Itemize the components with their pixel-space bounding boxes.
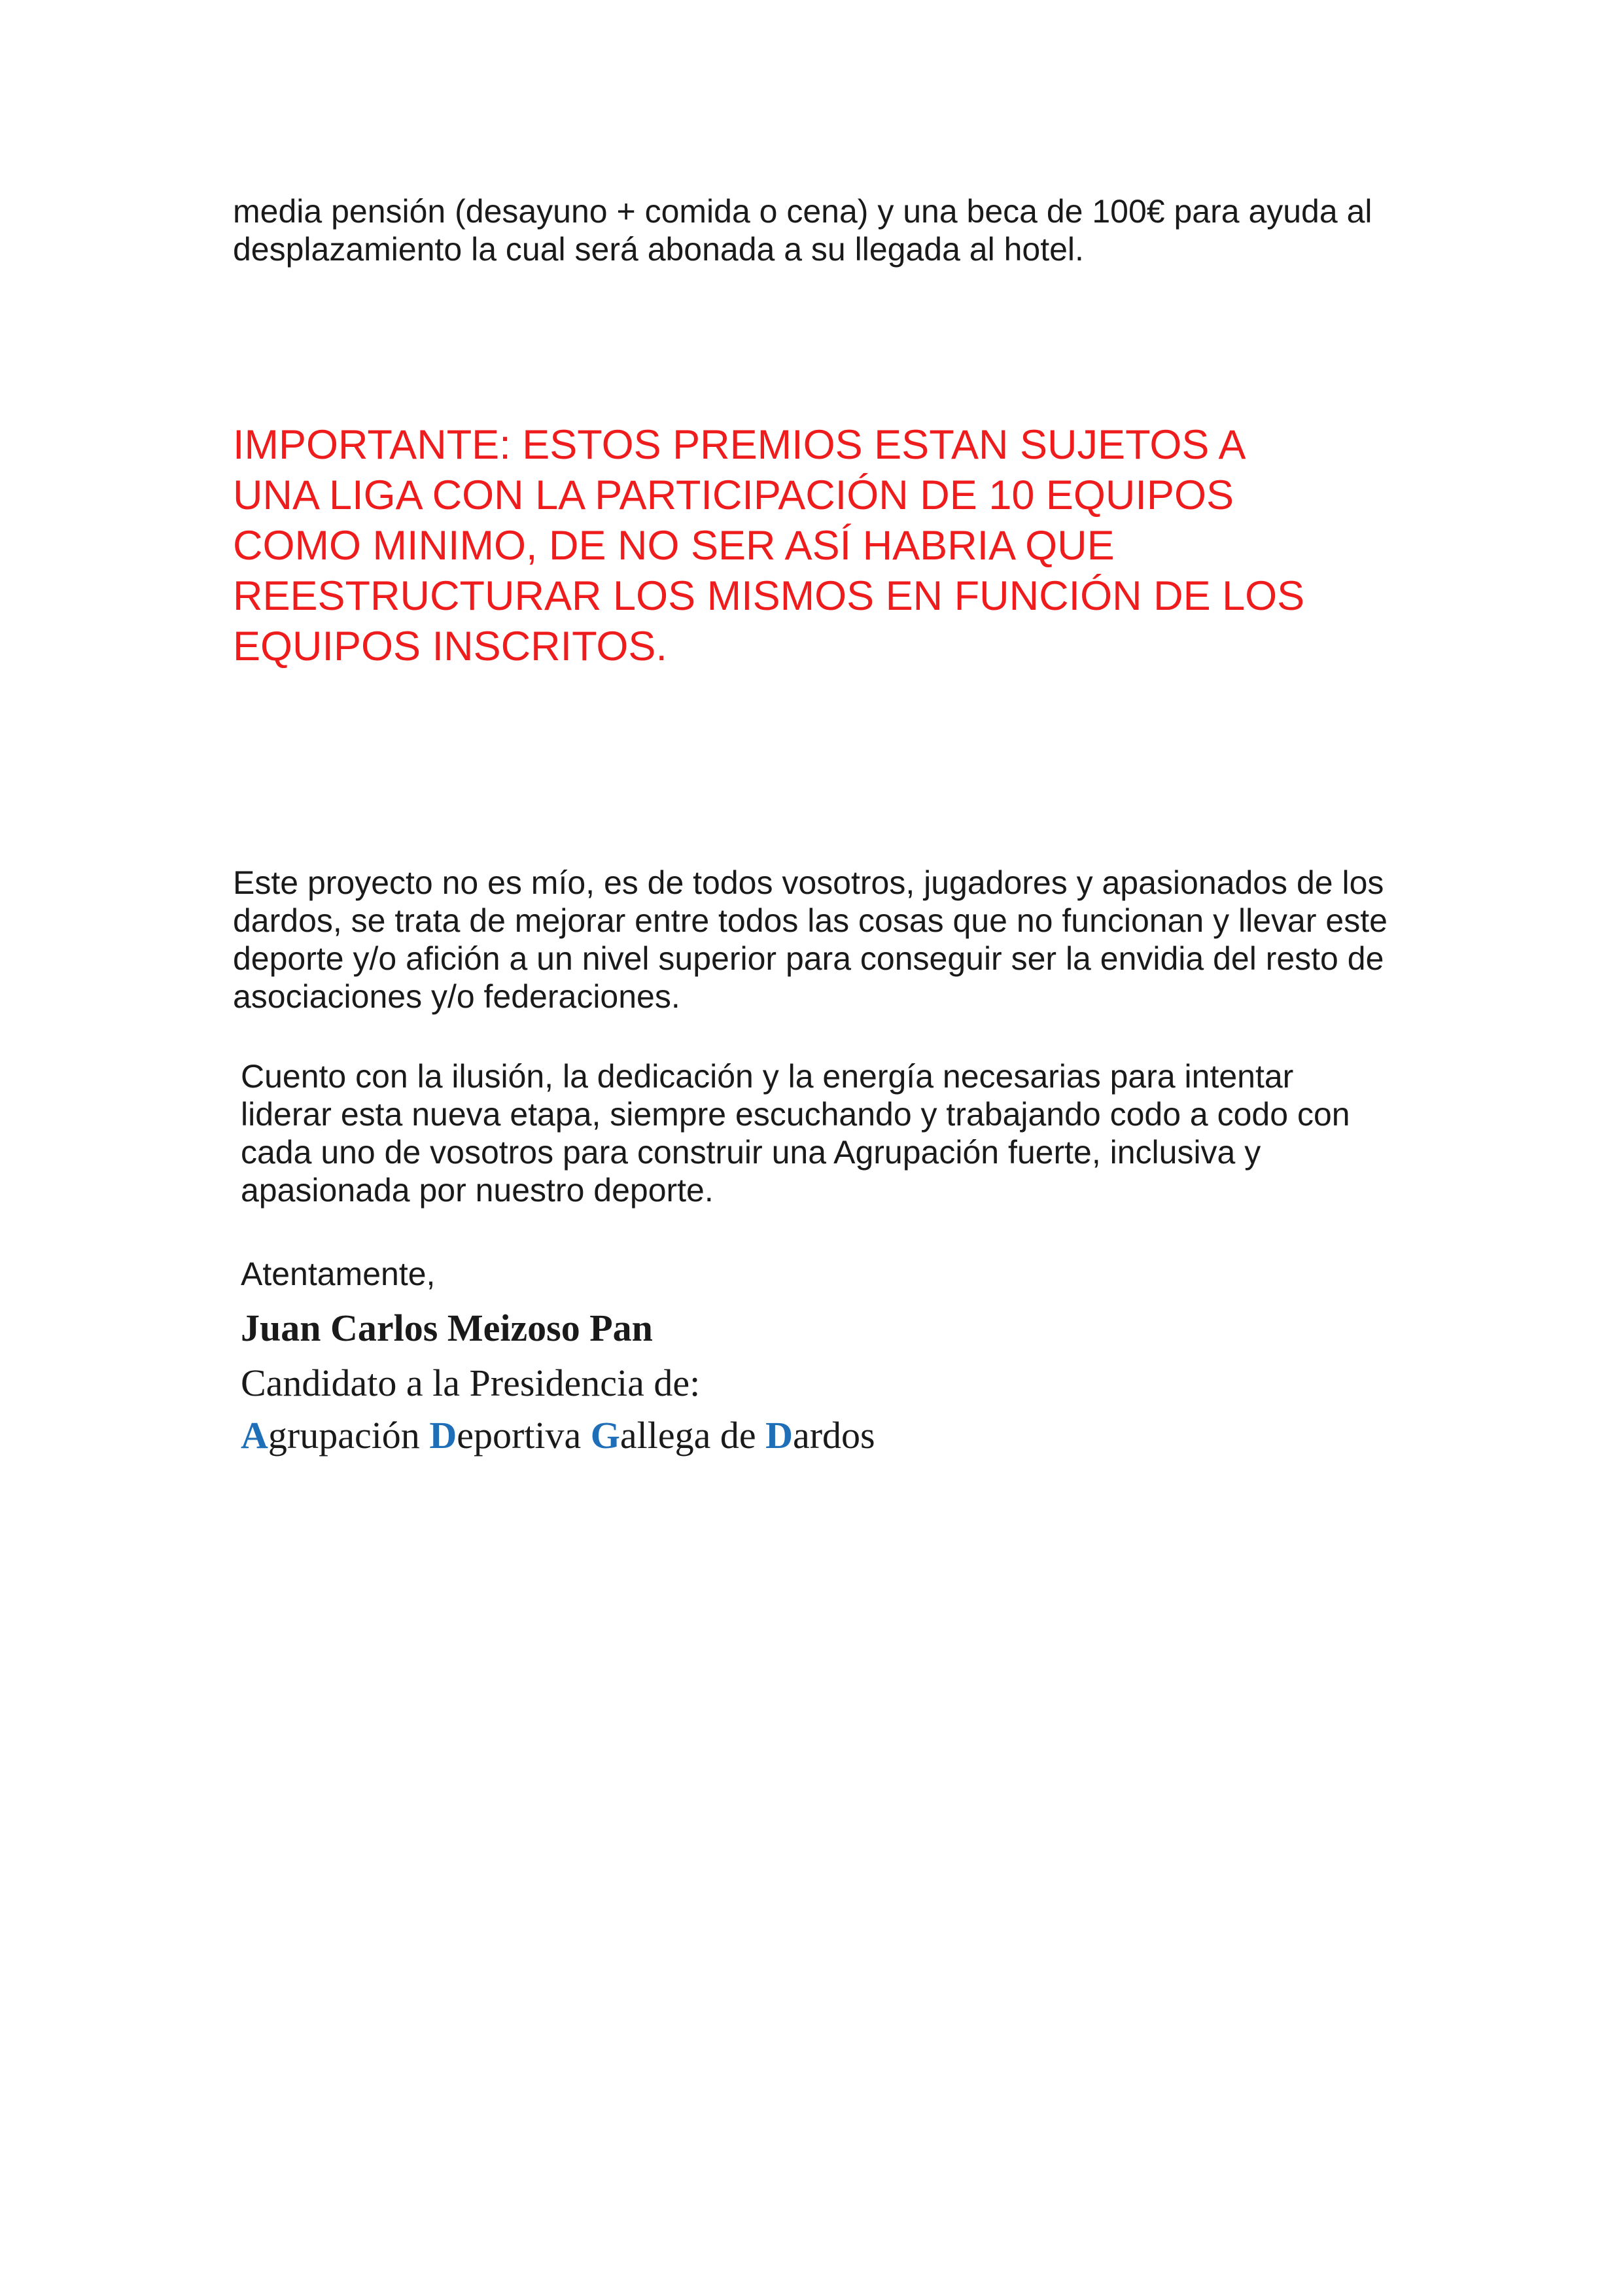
org-word: ardos — [792, 1414, 875, 1457]
text-line: cada uno de vosotros para construir una Agrupación fuerte, inclusiva y — [241, 1134, 1261, 1171]
text-line: desplazamiento la cual será abonada a su llegada al hotel. — [233, 231, 1084, 268]
org-word: allega de — [620, 1414, 766, 1457]
signature-role: Candidato a la Presidencia de: — [241, 1362, 701, 1404]
intro-paragraph — [233, 192, 1372, 268]
notice-line: EQUIPOS INSCRITOS. — [233, 624, 667, 669]
org-word: grupación — [268, 1414, 430, 1457]
text-line: apasionada por nuestro deporte. — [241, 1172, 714, 1209]
org-initial: D — [429, 1414, 457, 1457]
notice-line: COMO MINIMO, DE NO SER ASÍ HABRIA QUE — [233, 523, 1115, 569]
text-line: Cuento con la ilusión, la dedicación y la energía necesarias para intentar — [241, 1058, 1294, 1095]
org-initial: D — [765, 1414, 793, 1457]
text-line: asociaciones y/o federaciones. — [233, 978, 680, 1015]
text-line: deporte y/o afición a un nivel superior para conseguir ser la envidia del resto de — [233, 940, 1384, 977]
important-notice — [233, 420, 1304, 672]
org-initial: G — [590, 1414, 620, 1457]
closing-salutation: Atentamente, — [241, 1256, 436, 1292]
notice-line: UNA LIGA CON LA PARTICIPACIÓN DE 10 EQUIPOS — [233, 472, 1234, 518]
notice-line: REESTRUCTURAR LOS MISMOS EN FUNCIÓN DE LOS — [233, 573, 1305, 619]
text-line: Este proyecto no es mío, es de todos vosotros, jugadores y apasionados de los — [233, 864, 1384, 901]
text-line: liderar esta nueva etapa, siempre escuchando y trabajando codo a codo con — [241, 1096, 1350, 1133]
commitment-paragraph — [241, 1057, 1350, 1209]
signature-name: Juan Carlos Meizoso Pan — [241, 1307, 653, 1349]
notice-line: IMPORTANTE: ESTOS PREMIOS ESTAN SUJETOS A — [233, 422, 1246, 468]
project-paragraph — [233, 864, 1387, 1016]
text-line: dardos, se trata de mejorar entre todos las cosas que no funcionan y llevar este — [233, 902, 1387, 939]
text-line: media pensión (desayuno + comida o cena) y una beca de 100€ para ayuda al — [233, 193, 1372, 230]
org-initial: A — [241, 1414, 268, 1457]
org-word: eportiva — [457, 1414, 591, 1457]
signature-organization — [241, 1413, 875, 1457]
